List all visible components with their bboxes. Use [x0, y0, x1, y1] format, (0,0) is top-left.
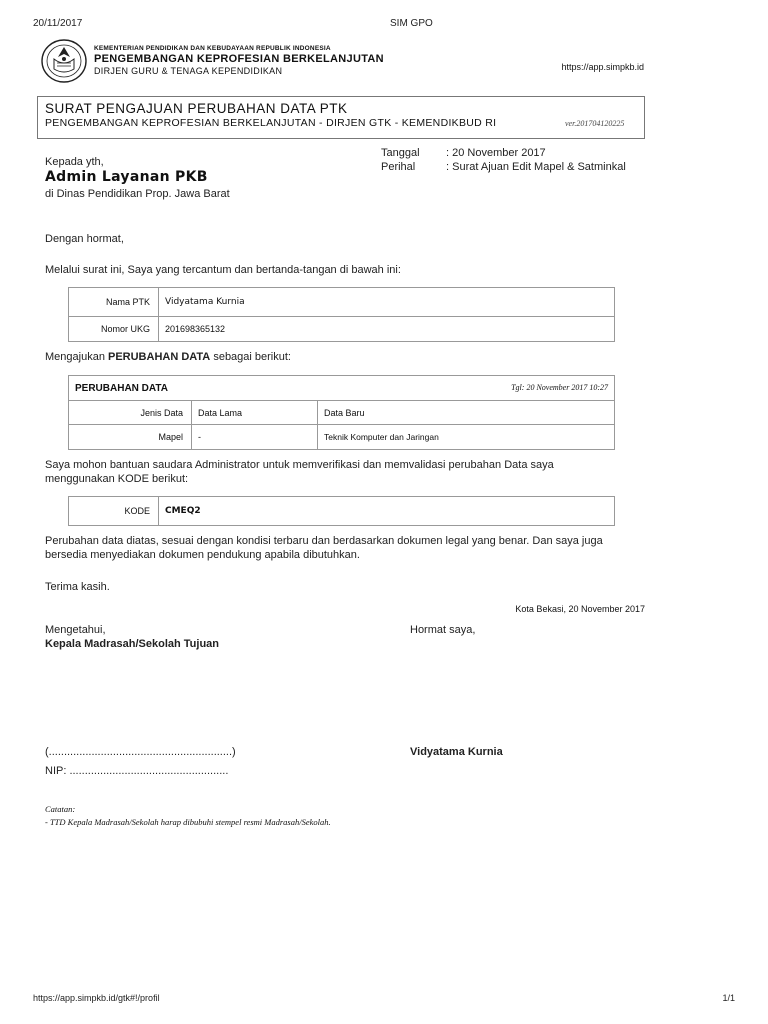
- regards-label: Hormat saya,: [410, 624, 476, 636]
- print-title: SIM GPO: [390, 18, 433, 29]
- change-header-row: [69, 401, 615, 425]
- table-row: [69, 288, 615, 317]
- subject-value: : Surat Ajuan Edit Mapel & Satminkal: [446, 161, 626, 173]
- notes-heading: Catatan:: [45, 804, 76, 814]
- letter-title: SURAT PENGAJUAN PERUBAHAN DATA PTK: [45, 101, 348, 116]
- nip-line: NIP: ....................................................: [45, 765, 229, 777]
- ptk-name-label: Nama PTK: [69, 288, 159, 317]
- ptk-ukg-value: 201698365132: [159, 317, 615, 342]
- request-prefix: Mengajukan: [45, 351, 108, 363]
- col-header-old: Data Lama: [192, 401, 318, 425]
- code-label: KODE: [69, 497, 159, 526]
- salutation: Dengan hormat,: [45, 233, 124, 245]
- signer-name: Vidyatama Kurnia: [410, 746, 503, 758]
- row-type: Mapel: [69, 425, 192, 450]
- col-header-new: Data Baru: [318, 401, 615, 425]
- ministry-logo-icon: [40, 37, 88, 85]
- acknowledger-title: Kepala Madrasah/Sekolah Tujuan: [45, 638, 220, 650]
- ptk-ukg-label: Nomor UKG: [69, 317, 159, 342]
- letter-subtitle: PENGEMBANGAN KEPROFESIAN BERKELANJUTAN - DIRJEN GTK - KEMENDIKBUD RI: [45, 117, 497, 129]
- org-program: PENGEMBANGAN KEPROFESIAN BERKELANJUTAN: [94, 53, 384, 65]
- request-bold: PERUBAHAN DATA: [108, 351, 211, 363]
- subject-label: Perihal: [381, 161, 416, 173]
- blank-name-line: (............................................................): [45, 746, 236, 758]
- org-directorate: DIRJEN GURU & TENAGA KEPENDIDIKAN: [94, 66, 283, 76]
- code-value: CMEQ2: [159, 497, 615, 526]
- version-label: ver.201704120225: [565, 119, 625, 128]
- table-row: [69, 497, 615, 526]
- date-label: Tanggal: [381, 147, 420, 159]
- code-table: [68, 496, 615, 526]
- statement-line-2: bersedia menyediakan dokumen pendukung apabila dibutuhkan.: [45, 549, 360, 561]
- row-old: -: [192, 425, 318, 450]
- change-heading: PERUBAHAN DATA: [75, 382, 168, 394]
- change-timestamp: Tgl: 20 November 2017 10:27: [511, 382, 608, 392]
- recipient-location: di Dinas Pendidikan Prop. Jawa Barat: [45, 188, 230, 200]
- col-header-type: Jenis Data: [69, 401, 192, 425]
- ptk-name-value: Vidyatama Kurnia: [159, 288, 615, 317]
- request-suffix: sebagai berikut:: [210, 351, 291, 363]
- org-ministry: KEMENTERIAN PENDIDIKAN DAN KEBUDAYAAN REPUBLIK INDONESIA: [94, 45, 331, 52]
- greeting: Kepada yth,: [45, 156, 104, 168]
- thanks: Terima kasih.: [45, 581, 110, 593]
- table-row: [69, 425, 615, 450]
- statement-line-1: Perubahan data diatas, sesuai dengan kondisi terbaru dan berdasarkan dokumen legal yang benar. Dan saya juga: [45, 535, 603, 547]
- change-table: [68, 375, 615, 450]
- ptk-table: [68, 287, 615, 342]
- site-url[interactable]: https://app.simpkb.id: [561, 62, 644, 72]
- row-new: Teknik Komputer dan Jaringan: [318, 425, 615, 450]
- table-row: [69, 317, 615, 342]
- change-heading-row: [69, 376, 615, 401]
- request-text: [45, 351, 291, 363]
- place-date: Kota Bekasi, 20 November 2017: [515, 604, 645, 614]
- footer-page: 1/1: [722, 993, 735, 1003]
- footer-url[interactable]: https://app.simpkb.id/gtk#!/profil: [33, 993, 160, 1003]
- recipient-name: Admin Layanan PKB: [45, 169, 208, 185]
- print-date: 20/11/2017: [33, 18, 83, 29]
- acknowledged-label: Mengetahui,: [45, 624, 106, 636]
- verify-line-1: Saya mohon bantuan saudara Administrator untuk memverifikasi dan memvalidasi perubahan Data saya: [45, 459, 554, 471]
- verify-line-2: menggunakan KODE berikut:: [45, 473, 189, 485]
- notes-item: - TTD Kepala Madrasah/Sekolah harap dibubuhi stempel resmi Madrasah/Sekolah.: [45, 817, 331, 827]
- intro-text: Melalui surat ini, Saya yang tercantum dan bertanda-tangan di bawah ini:: [45, 264, 401, 276]
- date-value: : 20 November 2017: [446, 147, 546, 159]
